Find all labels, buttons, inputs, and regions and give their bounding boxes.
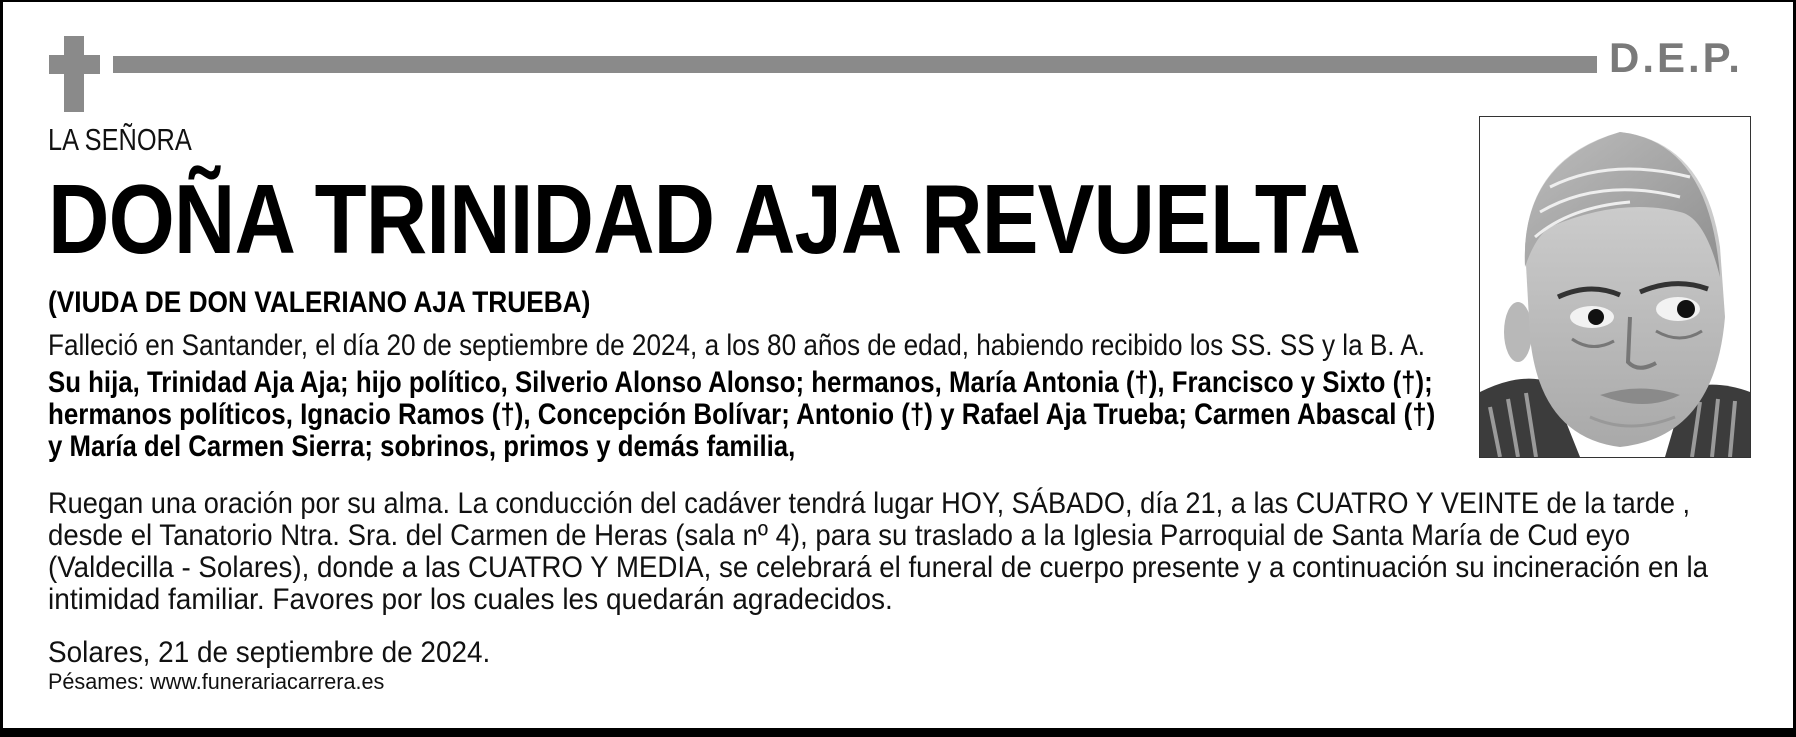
family-line-1: Su hija, Trinidad Aja Aja; hijo político, Silverio Alonso Alonso; hermanos, María Antonia (†), Francisco y Sixto (†);: [48, 366, 1433, 399]
place-date: Solares, 21 de septiembre de 2024.: [48, 636, 491, 669]
widow-subtitle: (VIUDA DE DON VALERIANO AJA TRUEBA): [48, 286, 591, 319]
family-line-3: y María del Carmen Sierra; sobrinos, primos y demás familia,: [48, 430, 796, 463]
cross-icon: [64, 36, 84, 112]
service-line-4: intimidad familiar. Favores por los cuales les quedarán agradecidos.: [48, 583, 893, 616]
service-line-1: Ruegan una oración por su alma. La conducción del cadáver tendrá lugar HOY, SÁBADO, día 21, a las CUATRO Y VEINTE de la tarde ,: [48, 487, 1691, 520]
cross-icon-arm: [49, 55, 100, 74]
header-rule: [113, 56, 1597, 73]
dep-label: D.E.P.: [1609, 34, 1743, 81]
deceased-name: DOÑA TRINIDAD AJA REVUELTA: [48, 164, 1361, 274]
condolences-link[interactable]: Pésames: www.funerariacarrera.es: [48, 669, 385, 694]
service-line-2: desde el Tanatorio Ntra. Sra. del Carmen de Heras (sala nº 4), para su traslado a la Iglesia Parroquial de Santa María de Cud eyo: [48, 519, 1631, 552]
portrait-photo: [1479, 116, 1751, 458]
portrait-image: [1480, 117, 1750, 457]
service-line-3: (Valdecilla - Solares), donde a las CUATRO Y MEDIA, se celebrará el funeral de cuerpo presente y a continuación su incineración en la: [48, 551, 1709, 584]
death-announcement: Falleció en Santander, el día 20 de septiembre de 2024, a los 80 años de edad, habiendo recibido los SS. SS y la B. A.: [48, 329, 1426, 362]
family-line-2: hermanos políticos, Ignacio Ramos (†), Concepción Bolívar; Antonio (†) y Rafael Aja Trueba; Carmen Abascal (†): [48, 398, 1436, 431]
honorific: LA SEÑORA: [48, 122, 192, 157]
